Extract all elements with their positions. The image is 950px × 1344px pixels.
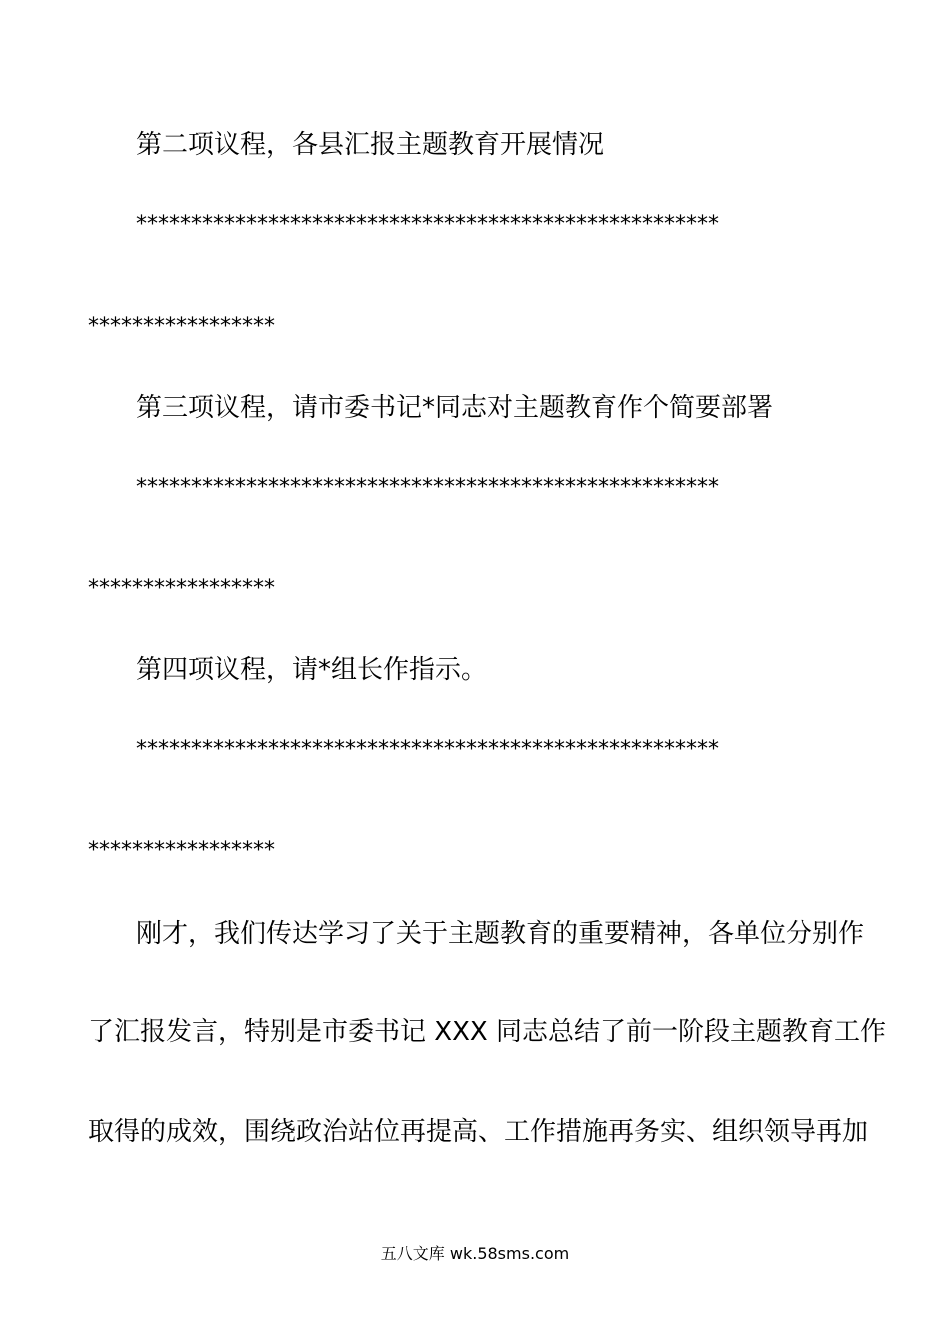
- paragraph-line-2: 了汇报发言，特别是市委书记 XXX 同志总结了前一阶段主题教育工作: [88, 1017, 886, 1047]
- agenda-item-2-stars-short: *****************: [88, 314, 275, 339]
- agenda-item-2-heading: 第二项议程，各县汇报主题教育开展情况: [136, 130, 605, 160]
- footer-watermark: 五八文库 wk.58sms.com: [380, 1244, 570, 1263]
- paragraph-line-1: 刚才，我们传达学习了关于主题教育的重要精神，各单位分别作: [136, 919, 865, 949]
- agenda-item-4-stars-short: *****************: [88, 838, 275, 863]
- agenda-item-3-heading: 第三项议程，请市委书记*同志对主题教育作个简要部署: [136, 393, 774, 423]
- agenda-item-4-stars-long: *****************************************************: [136, 737, 719, 762]
- paragraph-line-3: 取得的成效，围绕政治站位再提高、工作措施再务实、组织领导再加: [88, 1117, 869, 1147]
- agenda-item-2-stars-long: *****************************************************: [136, 212, 719, 237]
- agenda-item-3-stars-short: *****************: [88, 576, 275, 601]
- agenda-item-3-stars-long: *****************************************************: [136, 475, 719, 500]
- agenda-item-4-heading: 第四项议程，请*组长作指示。: [136, 655, 488, 685]
